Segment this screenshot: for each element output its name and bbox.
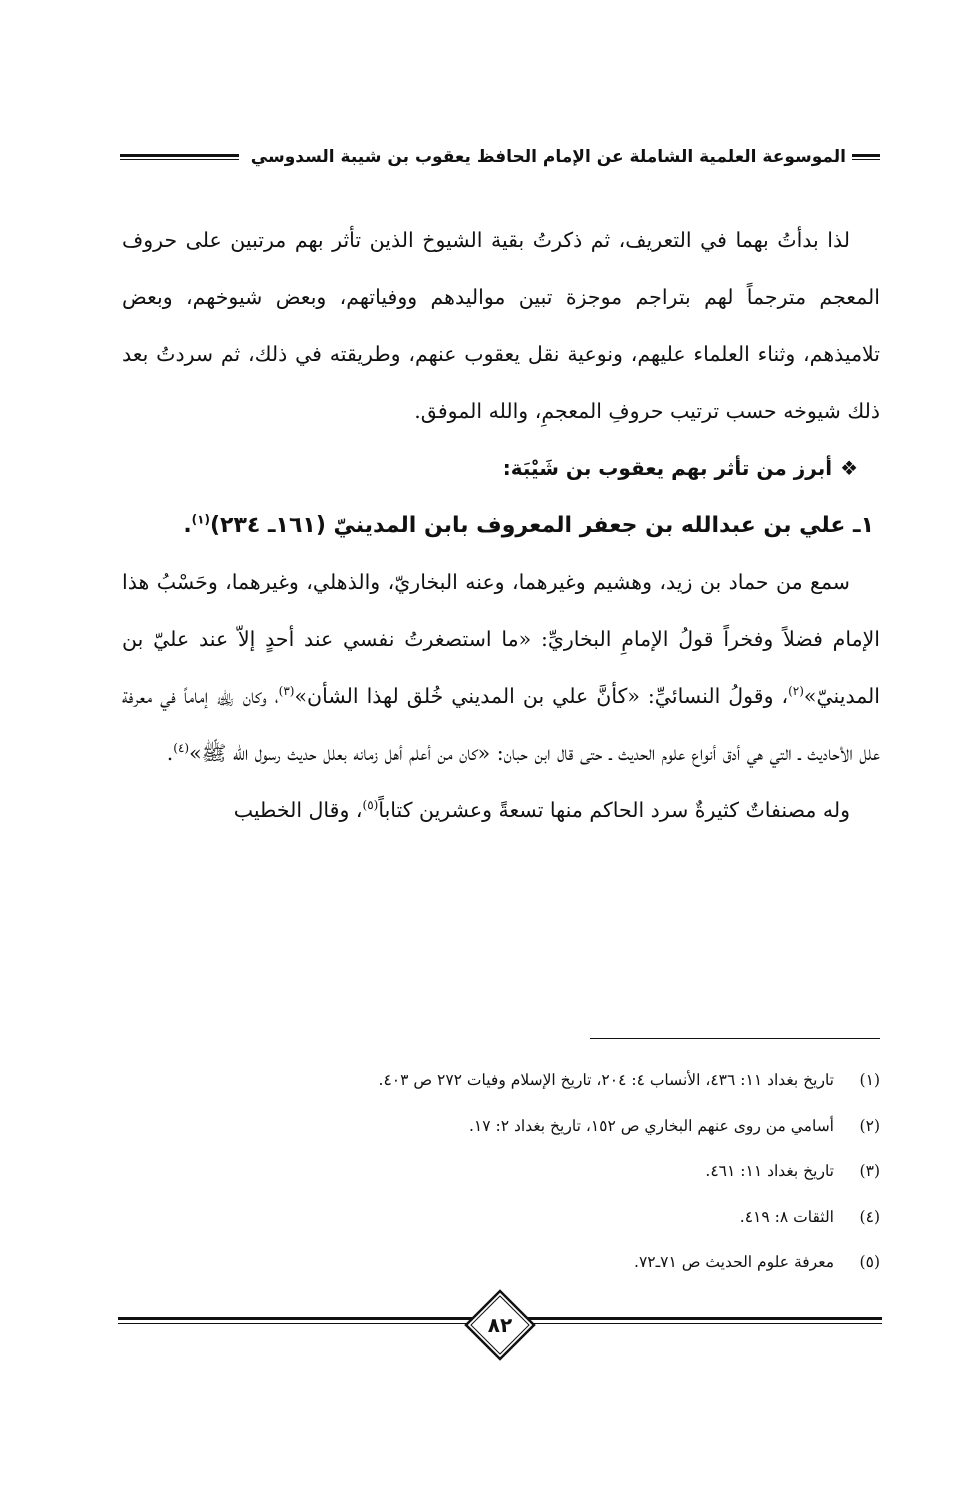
footnote-text: تاريخ بغداد ١١: ٤٣٦، الأنساب ٤: ٢٠٤، تاريخ الإسلام وفيات ٢٧٢ ص ٤٠٣. (378, 1071, 834, 1089)
page-footer (118, 1295, 882, 1359)
footnote-text: أسامي من روى عنهم البخاري ص ١٥٢، تاريخ بغداد ٢: ١٧. (468, 1116, 834, 1135)
section-heading-text: أبرز من تأثر بهم يعقوب بن شَيْبَة: (502, 456, 833, 480)
footnote-number: (٣) (859, 1162, 880, 1180)
star-bullet-icon: ❖ (840, 456, 858, 480)
footnote-text: معرفة علوم الحديث ص ٧١ـ٧٢. (634, 1253, 834, 1271)
paragraph-works-part-b: ، وقال الخطيب (233, 798, 363, 822)
page-number: ٨٢ (487, 1313, 513, 1337)
running-header (120, 140, 880, 174)
footnote-item (180, 1240, 880, 1286)
paragraph-biography-part-c: ، وكان ﵀ إماماً في معرفة علل الأحاديث ـ التي هي أدق أنواع علوم الحديث ـ حتى قال ابن حبان: «كان من أعلم أهل زمانه بعلل حديث رسول الله ﷺ» (122, 684, 880, 765)
footnote-number: (١) (859, 1071, 880, 1089)
footnote-ref-4: (٤) (173, 741, 190, 756)
entry-heading-text: ١ـ علي بن عبدالله بن جعفر المعروف بابن المدينيّ (١٦١ـ ٢٣٤) (209, 513, 874, 538)
footnote-item (180, 1104, 880, 1150)
header-rule-left (120, 154, 239, 160)
running-header-title: الموسوعة العلمية الشاملة عن الإمام الحافظ يعقوب بن شيبة السدوسي (250, 147, 846, 167)
paragraph-works-part-a: وله مصنفاتٌ كثيرةٌ سرد الحاكم منها تسعةً وعشرين كتاباً (378, 798, 850, 822)
footnote-ref-1: (١) (191, 512, 210, 527)
paragraph-works (122, 782, 880, 839)
paragraph-biography-part-b: ، وقولُ النسائيِّ: «كأنَّ علي بن المديني خُلق لهذا الشأن» (294, 684, 789, 708)
paragraph-intro: لذا بدأتُ بهما في التعريف، ثم ذكرتُ بقية الشيوخ الذين تأثر بهم مرتبين على حروف المعجم مترجماً لهم بتراجم موجزة تبين مواليدهم ووفياتهم، وبعض شيوخهم، وبعض تلاميذهم، وثناء العلماء عليهم، ونوعية نقل يعقوب عنهم، وطريقته في ذلك، ثم سردتُ بعد ذلك شيوخه حسب ترتيب حروفِ المعجمِ، والله الموفق. (122, 228, 880, 423)
footnote-text: تاريخ بغداد ١١: ٤٦١. (705, 1162, 834, 1180)
body-text (122, 212, 880, 839)
footnote-ref-3: (٣) (278, 684, 295, 699)
section-heading (122, 440, 880, 497)
footnote-ref-2: (٢) (788, 684, 804, 699)
header-rule-right (852, 154, 880, 160)
footnote-item (180, 1149, 880, 1195)
footnotes-list (180, 1058, 880, 1286)
footnote-number: (٥) (859, 1253, 880, 1271)
paragraph-biography (122, 554, 880, 782)
footnote-ref-5: (٥) (362, 798, 379, 813)
paragraph-biography-end: . (166, 741, 174, 765)
footnote-item (180, 1058, 880, 1104)
entry-heading: ١ـ علي بن عبدالله بن جعفر المعروف بابن المدينيّ (١٦١ـ ٢٣٤)$^{(١)}$. (183, 512, 874, 538)
footnote-separator (590, 1038, 880, 1039)
paragraph-biography-part-a: سمع من حماد بن زيد، وهشيم وغيرهما، وعنه البخاريّ، والذهلي، وغيرهما، وحَسْبُ هذا الإمام فضلاً وفخراً قولُ الإمامِ البخاريِّ: «ما استصغرتُ نفسي عند أحدٍ إلاّ عند عليّ بن المدينيّ» (122, 570, 880, 708)
footnote-number: (٢) (859, 1116, 880, 1135)
page-number-badge (464, 1289, 536, 1361)
footnote-number: (٤) (859, 1207, 880, 1226)
footnote-text: الثقات ٨: ٤١٩. (739, 1207, 834, 1226)
footnote-item (180, 1195, 880, 1241)
